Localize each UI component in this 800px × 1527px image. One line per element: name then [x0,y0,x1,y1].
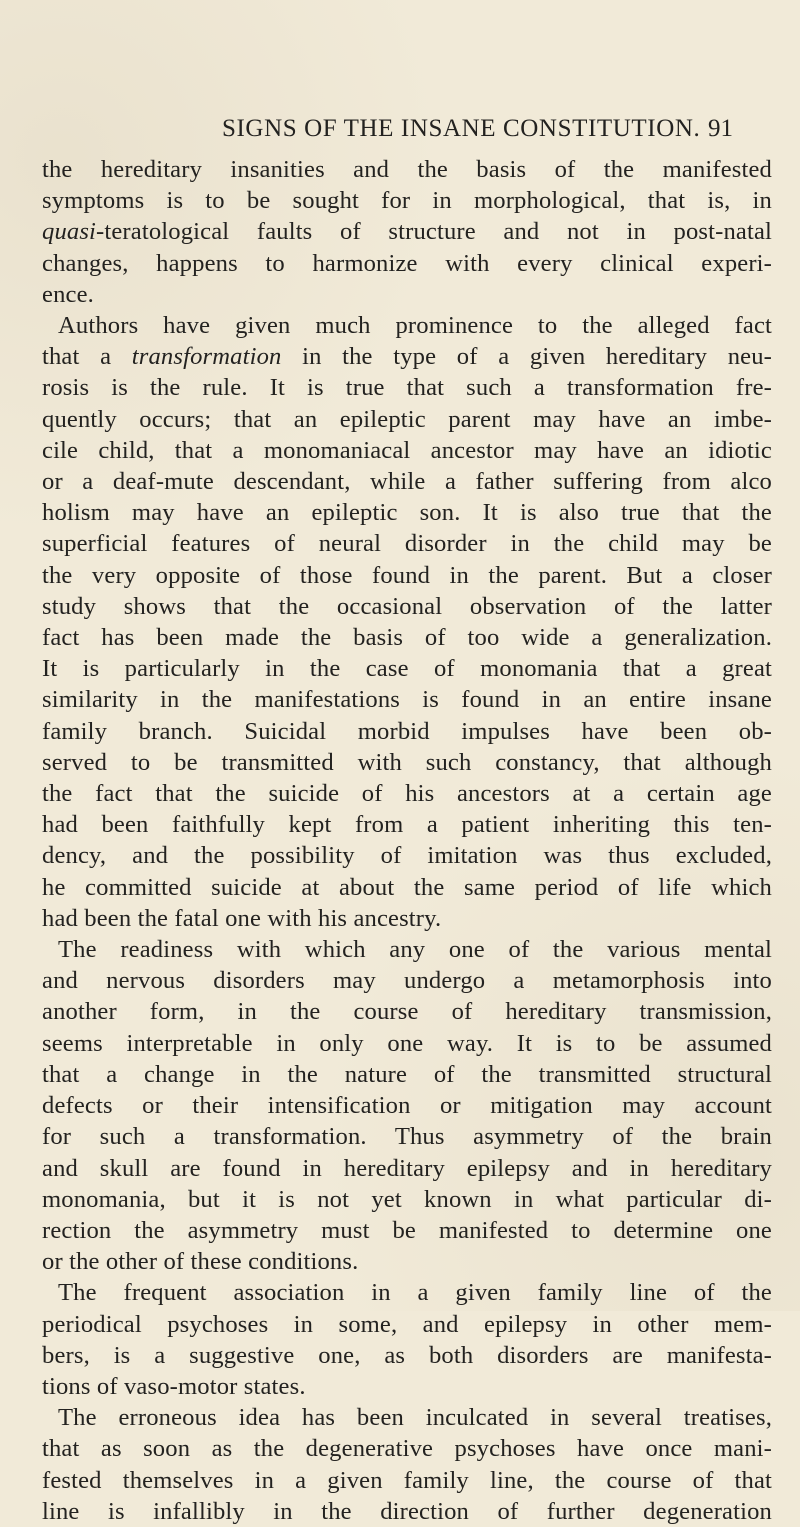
text-line: monomania, but it is not yet known in what particular di- [42,1185,772,1213]
page-number: 91 [708,115,733,142]
text-line: symptoms is to be sought for in morphological, that is, in [42,187,772,215]
text-line: or the other of these conditions. [42,1248,359,1276]
text-line: that as soon as the degenerative psychoses have once mani- [42,1435,772,1463]
text-line: the hereditary insanities and the basis of the manifested [42,156,772,183]
chapter-title: SIGNS OF THE INSANE CONSTITUTION. [222,115,701,142]
text-line: had been faithfully kept from a patient inheriting this ten- [42,811,772,839]
text-line: fact has been made the basis of too wide a generalization. [42,624,772,652]
text-fragment: in the type of a given hereditary neu- [281,343,772,371]
text-line: seems interpretable in only one way. It is to be assumed [42,1029,772,1057]
text-line: rosis is the rule. It is true that such a transformation fre- [42,374,772,402]
italic-word: transformation [131,343,282,371]
text-line: periodical psychoses in some, and epilepsy in other mem- [42,1310,772,1338]
text-line: that a change in the nature of the transmitted structural [42,1060,772,1088]
text-line: The erroneous idea has been inculcated in several treatises, [58,1404,772,1432]
text-line: dency, and the possibility of imitation was thus excluded, [42,842,772,870]
text-line: and nervous disorders may undergo a metamorphosis into [42,967,772,995]
text-fragment: -teratological faults of structure and not in post-natal [96,218,772,246]
text-line: he committed suicide at about the same period of life which [42,873,772,901]
text-line: tions of vaso-motor states. [42,1372,306,1400]
text-line: line is infallibly in the direction of further degeneration [42,1497,772,1525]
text-line: the fact that the suicide of his ancestors at a certain age [42,780,772,808]
text-line: and skull are found in hereditary epilepsy and in hereditary [42,1154,772,1182]
text-line: rection the asymmetry must be manifested to determine one [42,1216,772,1244]
text-line: another form, in the course of hereditary transmission, [42,998,772,1026]
text-line [42,216,772,247]
text-line: defects or their intensification or mitigation may account [42,1092,772,1120]
text-line: cile child, that a monomaniacal ancestor may have an idiotic [42,436,772,464]
text-line: served to be transmitted with such constancy, that although [42,748,772,776]
text-line: holism may have an epileptic son. It is also true that the [42,499,772,527]
text-line: superficial features of neural disorder in the child may be [42,530,772,558]
text-line: The frequent association in a given family line of the [58,1279,772,1307]
text-line: had been the fatal one with his ancestry. [42,904,442,932]
text-line: Authors have given much prominence to the alleged fact [58,312,772,340]
text-line: fested themselves in a given family line, the course of that [42,1466,772,1494]
italic-word: quasi [42,218,97,246]
text-line: ence. [42,280,94,308]
text-line: quently occurs; that an epileptic parent may have an imbe- [42,405,772,433]
body-text [42,154,772,1527]
running-head [0,115,800,145]
text-line [42,341,772,372]
text-line: bers, is a suggestive one, as both disorders are manifesta- [42,1341,772,1369]
text-line: The readiness with which any one of the various mental [58,936,772,964]
text-line: changes, happens to harmonize with every clinical experi- [42,249,772,277]
text-line: for such a transformation. Thus asymmetry of the brain [42,1123,772,1151]
text-line: family branch. Suicidal morbid impulses have been ob- [42,717,772,745]
text-line: It is particularly in the case of monomania that a great [42,655,772,683]
text-line: or a deaf-mute descendant, while a father suffering from alco [42,468,772,496]
text-line: study shows that the occasional observation of the latter [42,592,772,620]
text-line: similarity in the manifestations is found in an entire insane [42,686,772,714]
text-line: the very opposite of those found in the parent. But a closer [42,561,772,589]
text-fragment: that a [42,343,132,371]
